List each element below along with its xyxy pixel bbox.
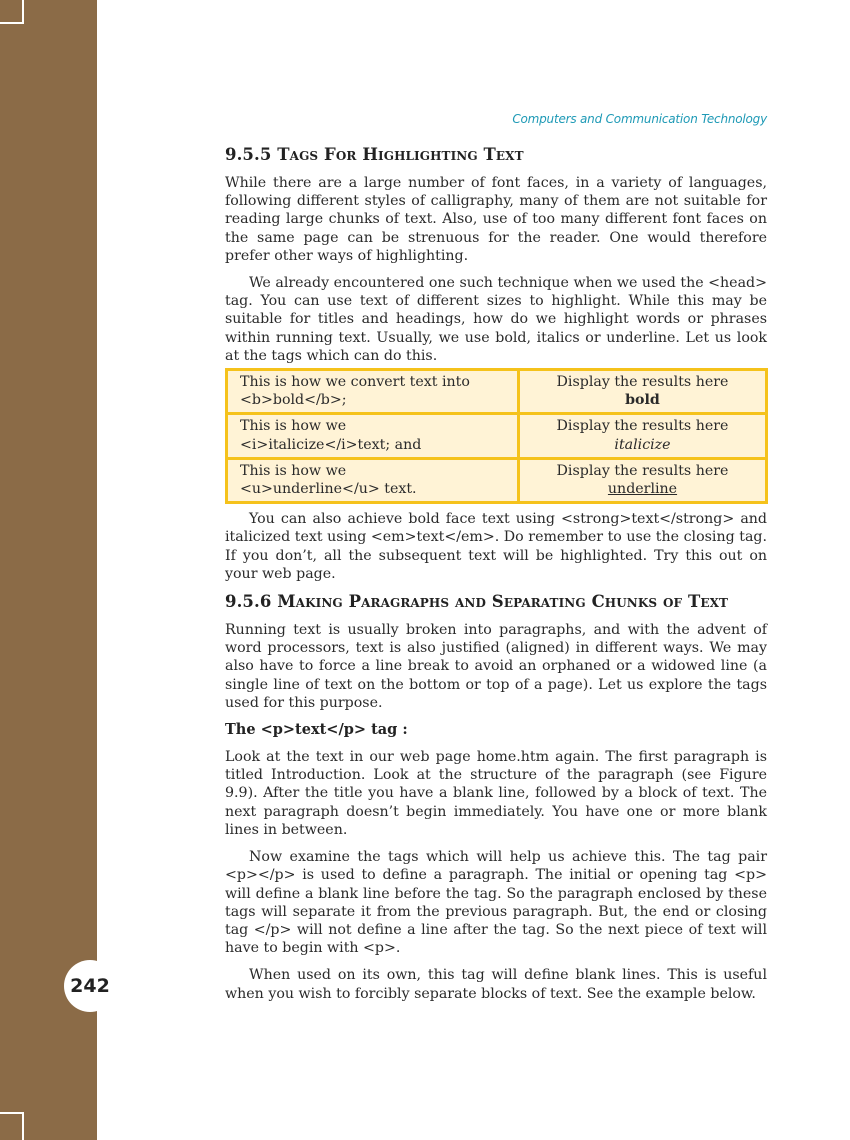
running-head: Computers and Communication Technology [512, 112, 767, 126]
section-number: 9.5.5 [225, 145, 272, 164]
paragraph: When used on its own, this tag will define blank lines. This is useful when you wish to forcibly separate blocks of text. See the example below. [225, 967, 767, 1002]
table-cell-code [227, 370, 519, 414]
cell-line: <b>bold</b>; [240, 392, 347, 409]
table-row [227, 458, 767, 502]
section-title: Making Paragraphs and Separating Chunks of Text [277, 592, 729, 612]
table-cell-result [519, 370, 767, 414]
cell-line: <u>underline</u> text. [240, 481, 417, 498]
section-heading-956 [225, 592, 767, 611]
cell-line: This is how we [240, 418, 347, 435]
section-number: 9.5.6 [225, 592, 272, 612]
subheading: The <p>text</p> tag : [225, 721, 408, 739]
section-title: Tags For Highlighting Text [277, 145, 524, 164]
highlight-tags-table [225, 368, 768, 504]
paragraph: We already encountered one such technique when we used the <head> tag. You can use text of different sizes to highlight. While this may be suitable for titles and headings, how do we highlight words or phrases within running text. Usually, we use bold, italics or underline. Let us look at the tags which can do this. [225, 275, 767, 364]
cell-line: Display the results here [556, 374, 729, 391]
paragraph: Now examine the tags which will help us achieve this. The tag pair <p></p> is used to define a paragraph. The initial or opening tag <p> will define a blank line before the tag. So the paragraph enclosed by these tags will separate it from the previous paragraph. But, the end or closing tag </p> will not define a line after the tag. So the next piece of text will have to begin with <p>. [225, 849, 767, 957]
cell-line: This is how we [240, 462, 347, 479]
table-cell-code [227, 414, 519, 458]
cell-line: This is how we convert text into [240, 374, 470, 391]
paragraph: Look at the text in our web page home.htm again. The first paragraph is titled Introduction. Look at the structure of the paragraph (see Figure 9.9). After the title you have a blank line, followed by a block of text. The next paragraph doesn’t begin immediately. You have one or more blank lines in between. [225, 749, 767, 838]
cell-line: <i>italicize</i>text; and [240, 436, 422, 453]
paragraph: Running text is usually broken into paragraphs, and with the advent of word processors, text is also justified (aligned) in different ways. We may also have to force a line break to avoid an orphaned or a widowed line (a single line of text on the bottom or top of a page). Let us explore the tags used for this purpose. [225, 622, 767, 711]
cell-line: Display the results here [556, 418, 729, 435]
table-row [227, 414, 767, 458]
table-cell-result [519, 414, 767, 458]
crop-mark-top [0, 0, 24, 24]
paragraph: You can also achieve bold face text using <strong>text</strong> and italicized text using <em>text</em>. Do remember to use the closing tag. If you don’t, all the subsequent text will be highlighted. Try this out on your web page. [225, 511, 767, 582]
bold-example: bold [625, 392, 660, 409]
page-content [225, 145, 767, 1012]
section-heading-955 [225, 145, 767, 164]
table-cell-result [519, 458, 767, 502]
table-cell-code [227, 458, 519, 502]
underline-example: underline [607, 481, 678, 498]
paragraph: While there are a large number of font faces, in a variety of languages, following different styles of calligraphy, many of them are not suitable for reading large chunks of text. Also, use of too many different font faces on the same page can be strenuous for the reader. One would therefore prefer other ways of highlighting. [225, 175, 767, 264]
italic-example: italicize [614, 436, 671, 453]
table-row [227, 370, 767, 414]
page-number: 242 [64, 960, 116, 1012]
crop-mark-bottom [0, 1112, 24, 1140]
cell-line: Display the results here [556, 462, 729, 479]
